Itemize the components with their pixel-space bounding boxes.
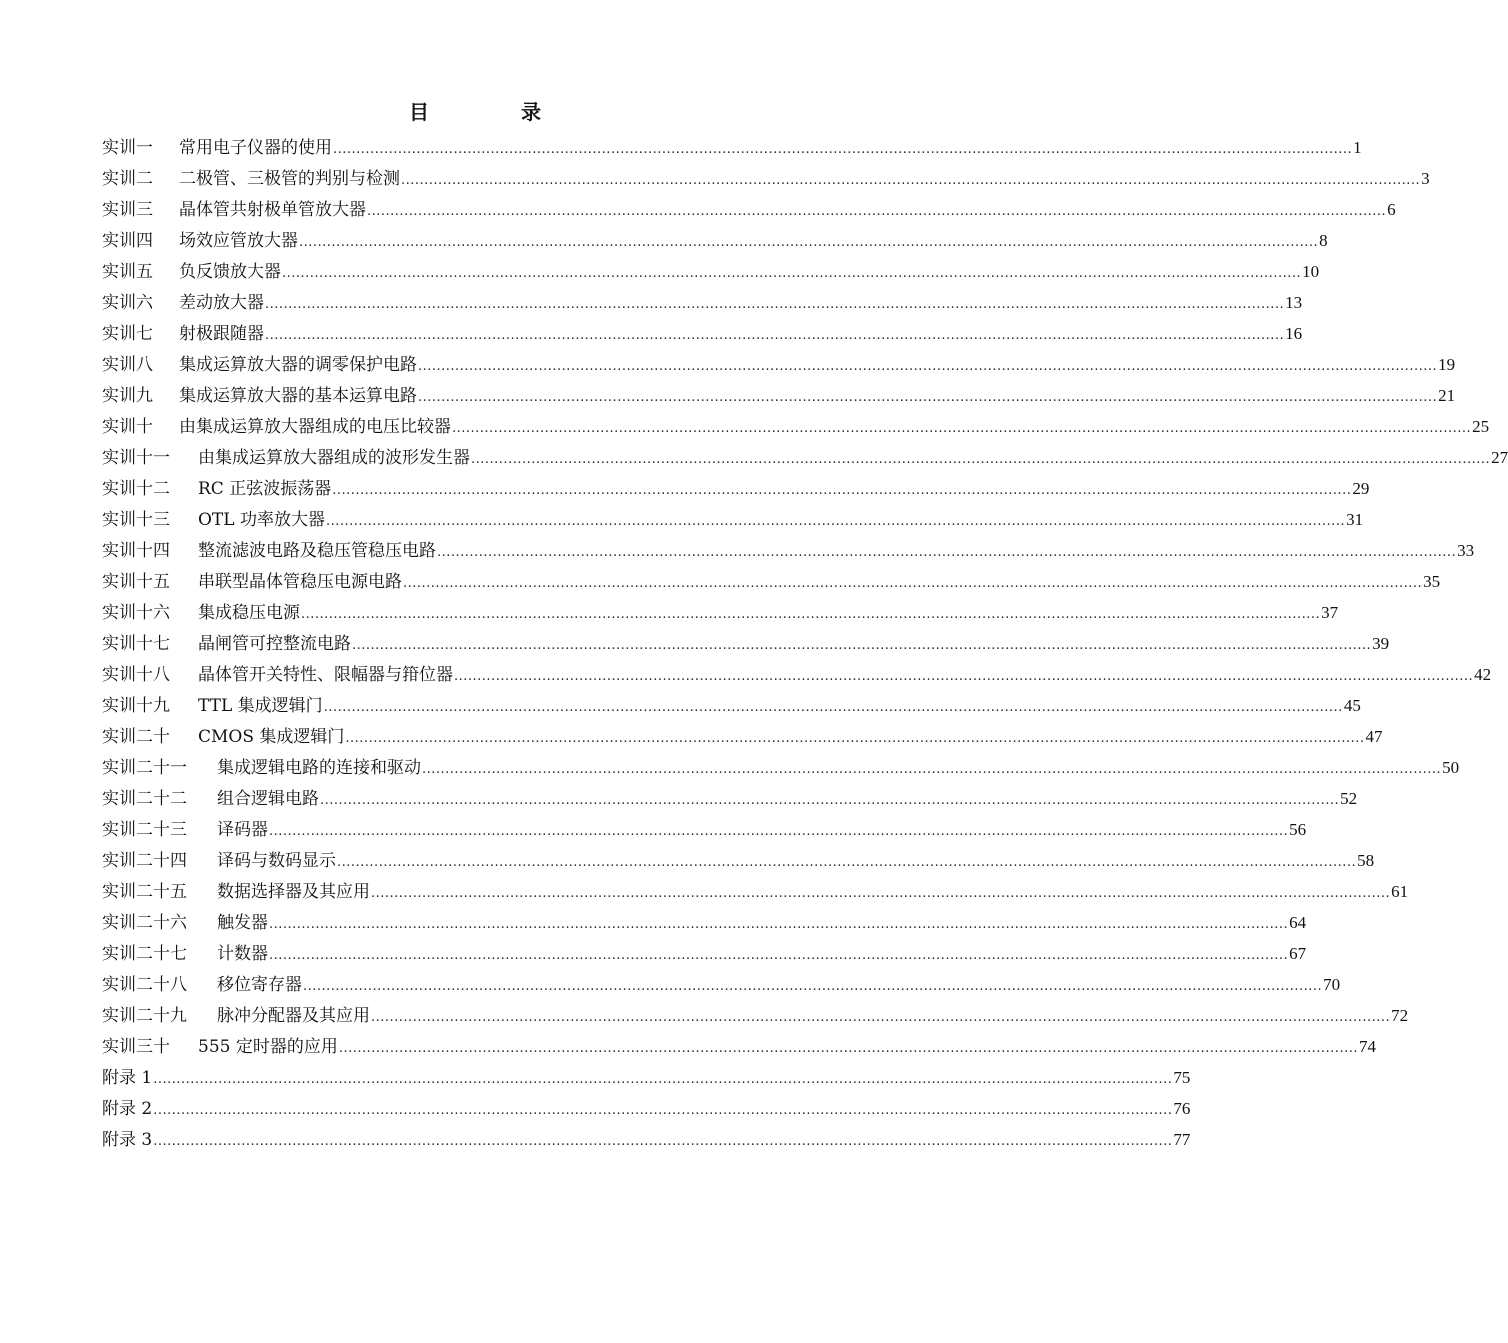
toc-dot-leader: ............................................................................................................................................................................................................................ — [371, 886, 1391, 901]
toc-entry-page-number: 29 — [1352, 479, 1370, 498]
toc-dot-leader: ............................................................................................................................................................................................................................ — [403, 576, 1423, 591]
toc-entry[interactable] — [102, 938, 1307, 969]
toc-dot-leader: ............................................................................................................................................................................................................................ — [265, 328, 1285, 343]
toc-dot-leader: ............................................................................................................................................................................................................................ — [401, 173, 1421, 188]
toc-dot-leader: ............................................................................................................................................................................................................................ — [471, 452, 1491, 467]
toc-dot-leader: ............................................................................................................................................................................................................................ — [337, 855, 1357, 870]
toc-entry-label: 实训十一 — [102, 448, 170, 468]
toc-entry-page-number: 37 — [1321, 603, 1339, 622]
toc-dot-leader: ............................................................................................................................................................................................................................ — [418, 359, 1438, 374]
toc-entry[interactable] — [102, 690, 1361, 721]
toc-entry[interactable] — [102, 287, 1303, 318]
toc-entry-label: 实训七 — [102, 324, 153, 344]
toc-entry-page-number: 50 — [1442, 758, 1460, 777]
toc-entry[interactable] — [102, 194, 1396, 225]
toc-entry-page-number: 35 — [1423, 572, 1441, 591]
toc-entry-title: 移位寄存器 — [217, 975, 302, 995]
toc-entry-title: 集成逻辑电路的连接和驱动 — [217, 758, 421, 778]
table-of-contents — [102, 132, 1508, 1155]
toc-entry-page-number: 3 — [1421, 169, 1430, 188]
toc-entry-page-number: 72 — [1391, 1006, 1409, 1025]
toc-entry-page-number: 33 — [1457, 541, 1475, 560]
toc-dot-leader: ............................................................................................................................................................................................................................ — [265, 297, 1285, 312]
toc-dot-leader: ............................................................................................................................................................................................................................ — [269, 824, 1289, 839]
toc-entry-title: 脉冲分配器及其应用 — [217, 1006, 370, 1026]
toc-dot-leader: ............................................................................................................................................................................................................................ — [153, 1103, 1173, 1118]
toc-entry-label: 实训十九 — [102, 696, 170, 716]
toc-entry-label: 实训八 — [102, 355, 153, 375]
toc-entry-label: 实训十七 — [102, 634, 170, 654]
toc-entry-label: 实训二十九 — [102, 1006, 187, 1026]
toc-entry-label: 实训九 — [102, 386, 153, 406]
toc-entry-page-number: 75 — [1173, 1068, 1191, 1087]
toc-entry-title: 译码与数码显示 — [217, 851, 336, 871]
page-title: 目 录 — [409, 100, 577, 124]
toc-entry-page-number: 76 — [1173, 1099, 1191, 1118]
toc-entry-label: 实训三 — [102, 200, 153, 220]
toc-entry[interactable] — [102, 256, 1320, 287]
toc-entry[interactable] — [102, 318, 1303, 349]
toc-dot-leader: ............................................................................................................................................................................................................................ — [338, 1041, 1358, 1056]
toc-entry-label: 附录 3 — [102, 1130, 153, 1150]
toc-dot-leader: ............................................................................................................................................................................................................................ — [418, 390, 1438, 405]
toc-dot-leader: ............................................................................................................................................................................................................................ — [333, 142, 1353, 157]
toc-dot-leader: ............................................................................................................................................................................................................................ — [345, 731, 1365, 746]
toc-entry[interactable] — [102, 907, 1307, 938]
toc-entry-page-number: 42 — [1474, 665, 1492, 684]
toc-dot-leader: ............................................................................................................................................................................................................................ — [320, 793, 1340, 808]
toc-entry-page-number: 52 — [1340, 789, 1358, 808]
toc-dot-leader: ............................................................................................................................................................................................................................ — [452, 421, 1472, 436]
toc-entry-title: 由集成运算放大器组成的电压比较器 — [179, 417, 451, 437]
toc-entry-label: 实训五 — [102, 262, 153, 282]
toc-entry[interactable] — [102, 845, 1375, 876]
toc-entry-label: 实训二十八 — [102, 975, 187, 995]
toc-dot-leader: ............................................................................................................................................................................................................................ — [299, 235, 1319, 250]
toc-entry-label: 实训三十 — [102, 1037, 170, 1057]
toc-dot-leader: ............................................................................................................................................................................................................................ — [332, 483, 1352, 498]
toc-entry-page-number: 8 — [1319, 231, 1328, 250]
toc-entry-page-number: 27 — [1491, 448, 1508, 467]
toc-dot-leader: ............................................................................................................................................................................................................................ — [153, 1134, 1173, 1149]
toc-entry-title: 触发器 — [217, 913, 268, 933]
toc-dot-leader: ............................................................................................................................................................................................................................ — [325, 514, 1346, 529]
toc-entry[interactable] — [102, 163, 1430, 194]
toc-entry-title: TTL 集成逻辑门 — [198, 696, 323, 716]
toc-entry-label: 实训二十 — [102, 727, 170, 747]
toc-entry[interactable] — [102, 1000, 1409, 1031]
toc-entry-label: 实训十 — [102, 417, 153, 437]
toc-entry-title: OTL 功率放大器 — [198, 510, 325, 530]
toc-entry[interactable] — [102, 721, 1383, 752]
toc-entry-title: RC 正弦波振荡器 — [198, 479, 332, 499]
toc-entry[interactable] — [102, 442, 1508, 473]
toc-entry[interactable] — [102, 535, 1475, 566]
toc-entry[interactable] — [102, 566, 1441, 597]
toc-entry-page-number: 10 — [1302, 262, 1320, 281]
toc-entry-title: 整流滤波电路及稳压管稳压电路 — [198, 541, 436, 561]
toc-entry-page-number: 31 — [1346, 510, 1364, 529]
toc-entry-label: 实训二十五 — [102, 882, 187, 902]
toc-entry-title: 集成运算放大器的调零保护电路 — [179, 355, 417, 375]
toc-entry-title: 晶体管开关特性、限幅器与箝位器 — [198, 665, 453, 685]
toc-entry-title: 串联型晶体管稳压电源电路 — [198, 572, 402, 592]
toc-entry-page-number: 45 — [1343, 696, 1361, 715]
toc-entry-label: 实训十三 — [102, 510, 170, 530]
toc-entry-label: 实训十五 — [102, 572, 170, 592]
toc-entry-title: 场效应管放大器 — [179, 231, 298, 251]
toc-entry-label: 实训二十四 — [102, 851, 187, 871]
toc-entry-page-number: 19 — [1438, 355, 1456, 374]
toc-entry[interactable] — [102, 411, 1490, 442]
toc-entry-page-number: 39 — [1372, 634, 1390, 653]
toc-dot-leader: ............................................................................................................................................................................................................................ — [422, 762, 1442, 777]
toc-entry[interactable] — [102, 349, 1456, 380]
toc-dot-leader: ............................................................................................................................................................................................................................ — [323, 700, 1343, 715]
toc-entry[interactable] — [102, 1093, 1191, 1124]
toc-entry-page-number: 21 — [1438, 386, 1456, 405]
toc-dot-leader: ............................................................................................................................................................................................................................ — [269, 917, 1289, 932]
toc-entry-page-number: 61 — [1391, 882, 1409, 901]
toc-entry-label: 实训十四 — [102, 541, 170, 561]
toc-dot-leader: ............................................................................................................................................................................................................................ — [352, 638, 1372, 653]
toc-dot-leader: ............................................................................................................................................................................................................................ — [454, 669, 1474, 684]
toc-entry[interactable] — [102, 597, 1339, 628]
toc-entry[interactable] — [102, 132, 1362, 163]
toc-entry-page-number: 70 — [1323, 975, 1341, 994]
toc-entry-label: 实训二十一 — [102, 758, 187, 778]
toc-entry-page-number: 13 — [1285, 293, 1303, 312]
toc-entry[interactable] — [102, 1062, 1191, 1093]
toc-dot-leader: ............................................................................................................................................................................................................................ — [301, 607, 1321, 622]
toc-entry-page-number: 67 — [1289, 944, 1307, 963]
toc-entry-title: 射极跟随器 — [179, 324, 264, 344]
toc-entry-label: 实训四 — [102, 231, 153, 251]
toc-entry-page-number: 6 — [1387, 200, 1396, 219]
toc-entry-page-number: 74 — [1358, 1037, 1376, 1056]
toc-entry-label: 实训二 — [102, 169, 153, 189]
toc-dot-leader: ............................................................................................................................................................................................................................ — [367, 204, 1387, 219]
toc-dot-leader: ............................................................................................................................................................................................................................ — [371, 1010, 1391, 1025]
toc-dot-leader: ............................................................................................................................................................................................................................ — [303, 979, 1323, 994]
toc-entry[interactable] — [102, 225, 1328, 256]
toc-entry-label: 实训十二 — [102, 479, 170, 499]
toc-entry[interactable] — [102, 473, 1370, 504]
toc-entry-label: 实训十六 — [102, 603, 170, 623]
toc-entry-page-number: 77 — [1173, 1130, 1191, 1149]
toc-entry-label: 实训二十三 — [102, 820, 187, 840]
toc-dot-leader: ............................................................................................................................................................................................................................ — [153, 1072, 1173, 1087]
toc-entry-title: 二极管、三极管的判别与检测 — [179, 169, 400, 189]
toc-entry-title: 常用电子仪器的使用 — [179, 138, 332, 158]
toc-entry-title: 集成稳压电源 — [198, 603, 300, 623]
toc-entry-title: CMOS 集成逻辑门 — [198, 727, 345, 747]
toc-entry-title: 数据选择器及其应用 — [217, 882, 370, 902]
toc-dot-leader: ............................................................................................................................................................................................................................ — [269, 948, 1289, 963]
toc-entry-title: 集成运算放大器的基本运算电路 — [179, 386, 417, 406]
toc-entry[interactable] — [102, 1031, 1376, 1062]
toc-entry-title: 负反馈放大器 — [179, 262, 281, 282]
toc-entry-title: 译码器 — [217, 820, 268, 840]
toc-entry-page-number: 16 — [1285, 324, 1303, 343]
toc-entry-label: 实训一 — [102, 138, 153, 158]
toc-entry-label: 实训二十二 — [102, 789, 187, 809]
toc-entry[interactable] — [102, 1124, 1191, 1155]
toc-dot-leader: ............................................................................................................................................................................................................................ — [282, 266, 1302, 281]
toc-entry-title: 晶闸管可控整流电路 — [198, 634, 351, 654]
toc-entry[interactable] — [102, 628, 1390, 659]
toc-entry-label: 实训十八 — [102, 665, 170, 685]
toc-entry-label: 实训二十六 — [102, 913, 187, 933]
toc-entry-page-number: 56 — [1289, 820, 1307, 839]
toc-entry-page-number: 64 — [1289, 913, 1307, 932]
toc-entry-label: 实训六 — [102, 293, 153, 313]
toc-entry[interactable] — [102, 876, 1409, 907]
toc-entry-title: 555 定时器的应用 — [198, 1037, 338, 1057]
toc-entry[interactable] — [102, 969, 1341, 1000]
toc-entry[interactable] — [102, 814, 1307, 845]
toc-entry[interactable] — [102, 659, 1492, 690]
toc-entry-title: 由集成运算放大器组成的波形发生器 — [198, 448, 470, 468]
toc-entry-title: 组合逻辑电路 — [217, 789, 319, 809]
toc-entry-label: 实训二十七 — [102, 944, 187, 964]
toc-dot-leader: ............................................................................................................................................................................................................................ — [437, 545, 1457, 560]
toc-entry-label: 附录 2 — [102, 1099, 153, 1119]
toc-entry[interactable] — [102, 783, 1358, 814]
toc-entry-label: 附录 1 — [102, 1068, 153, 1088]
toc-entry-title: 晶体管共射极单管放大器 — [179, 200, 366, 220]
toc-entry[interactable] — [102, 504, 1364, 535]
toc-entry-page-number: 25 — [1472, 417, 1490, 436]
toc-entry-title: 差动放大器 — [179, 293, 264, 313]
toc-entry-page-number: 58 — [1357, 851, 1375, 870]
toc-entry-page-number: 47 — [1365, 727, 1383, 746]
toc-entry-title: 计数器 — [217, 944, 268, 964]
toc-entry-page-number: 1 — [1353, 138, 1362, 157]
toc-entry[interactable] — [102, 752, 1460, 783]
toc-entry[interactable] — [102, 380, 1456, 411]
